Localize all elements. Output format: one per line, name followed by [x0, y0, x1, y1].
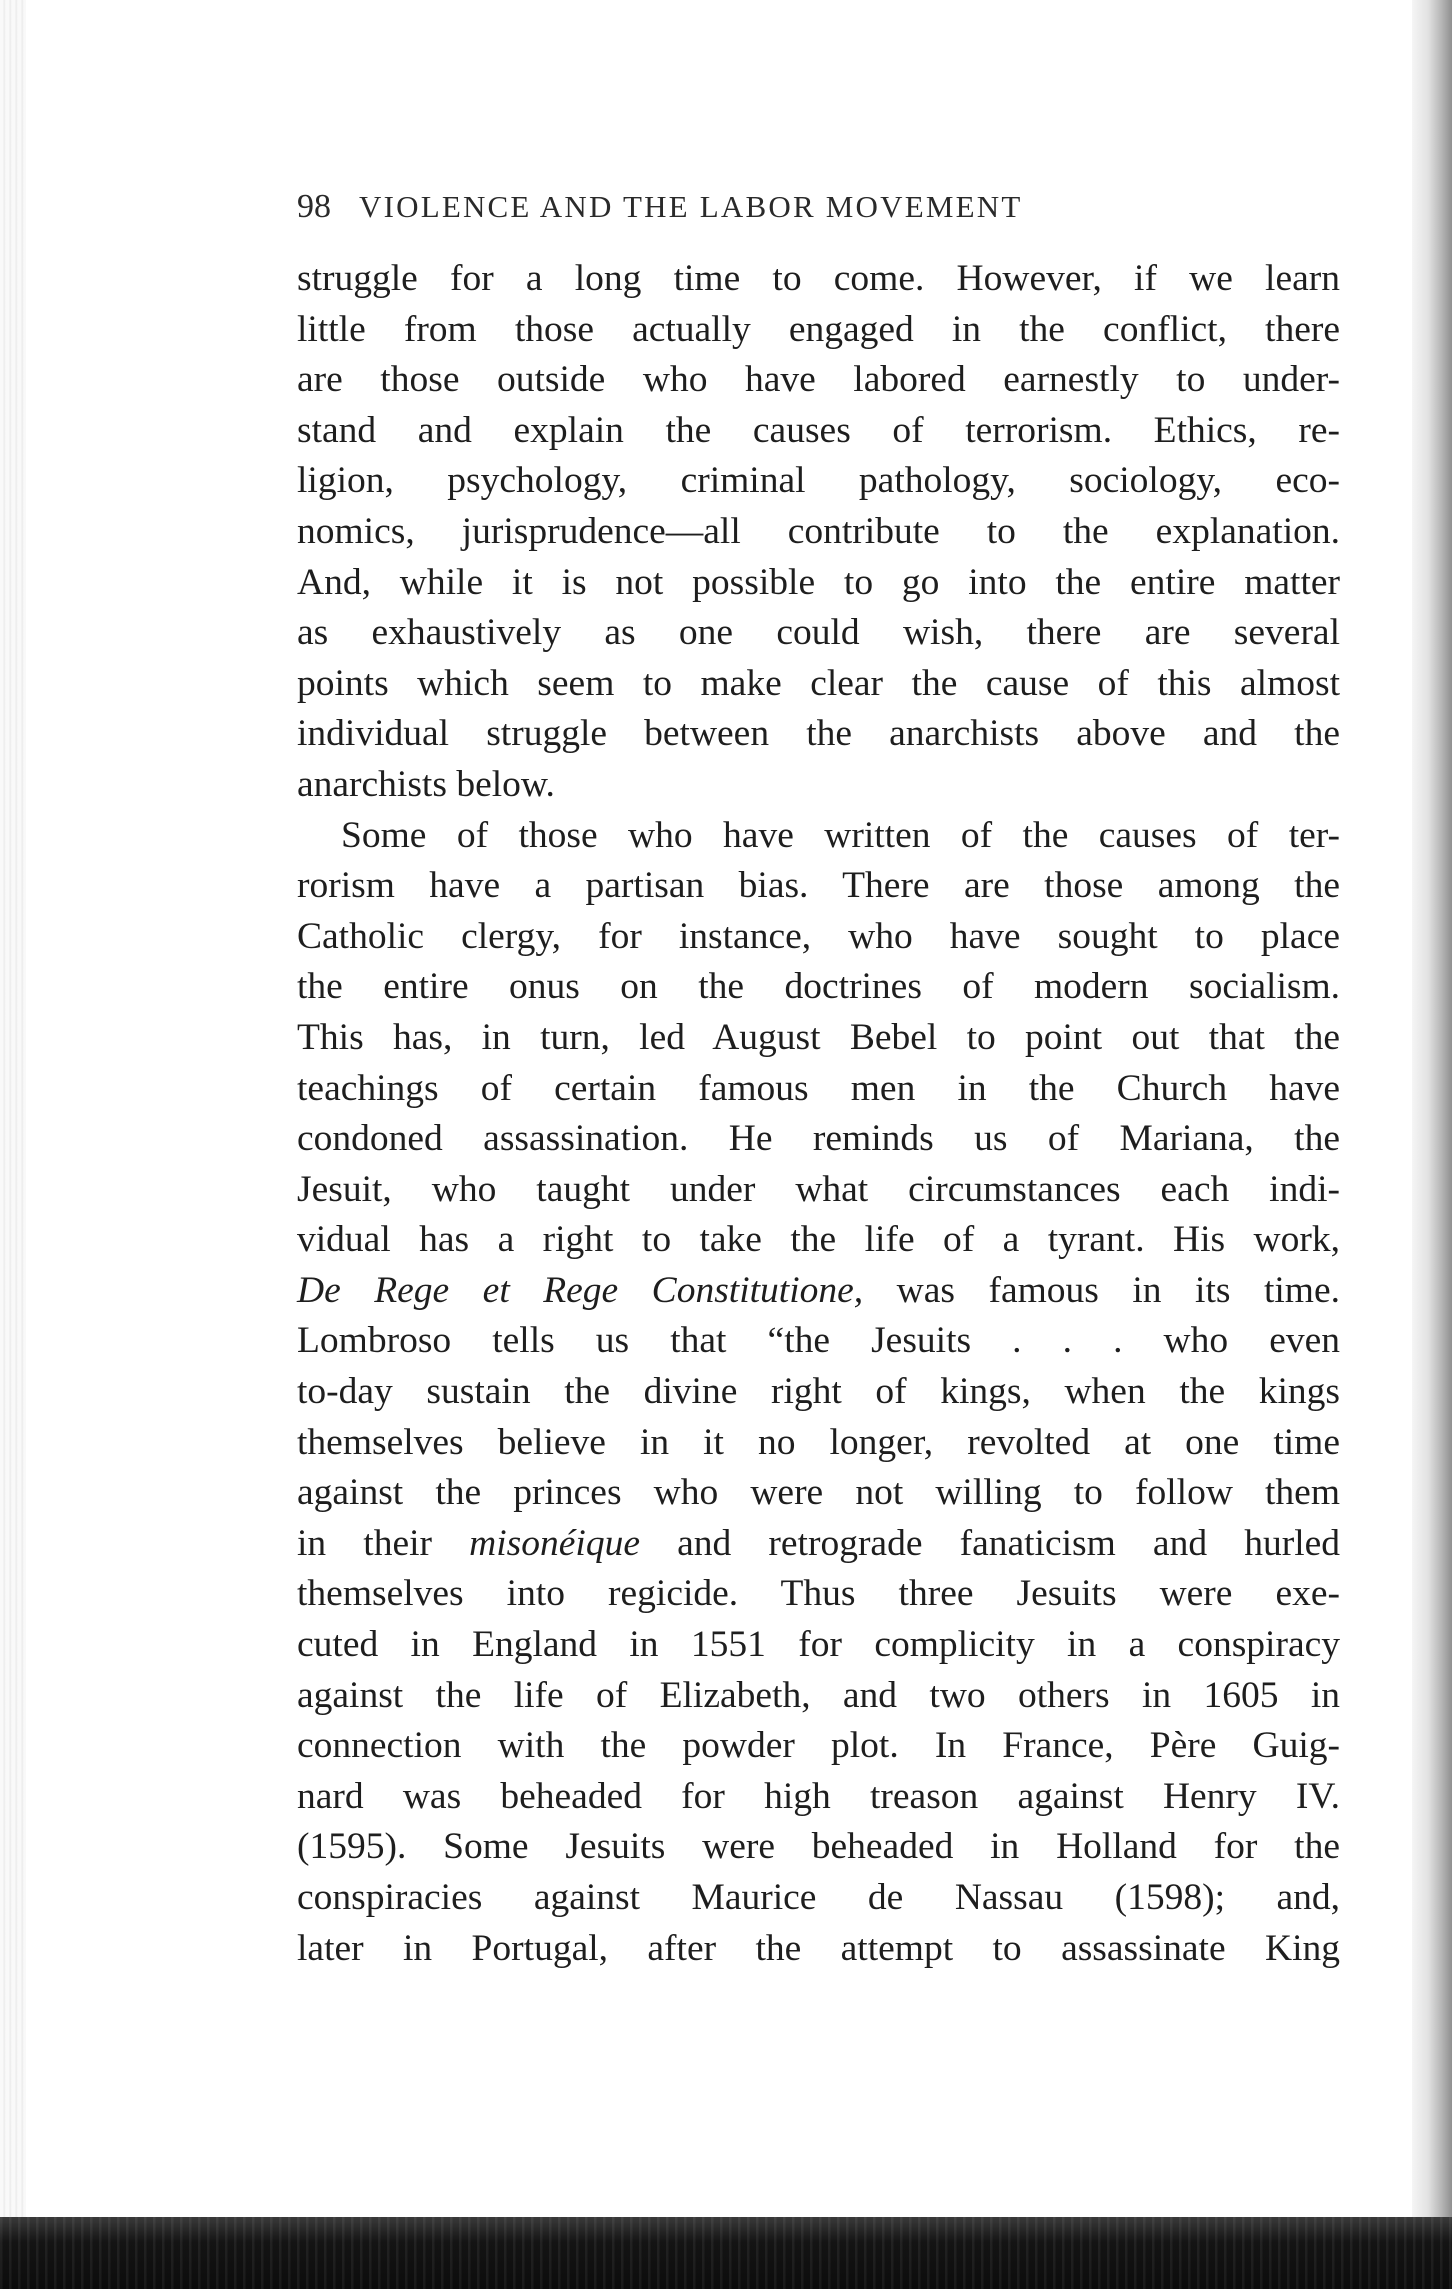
text-line [297, 1519, 1340, 1570]
text-fragment: was famous in its time. [863, 1269, 1340, 1311]
text-line: against the life of Elizabeth, and two others in 1605 in [297, 1674, 1340, 1716]
body-text [297, 254, 1340, 1974]
text-line: And, while it is not possible to go into the entire matter [297, 561, 1340, 603]
text-line: connection with the powder plot. In France, Père Guig- [297, 1725, 1340, 1767]
scan-bottom-edge-texture [0, 2217, 1452, 2289]
text-line: teachings of certain famous men in the Church have [297, 1067, 1340, 1109]
text-line: cuted in England in 1551 for complicity in a conspiracy [297, 1624, 1340, 1666]
text-line: (1595). Some Jesuits were beheaded in Holland for the [297, 1826, 1340, 1868]
text-line: Lombroso tells us that “the Jesuits . . . who even [297, 1320, 1340, 1362]
text-line: rorism have a partisan bias. There are those among the [297, 865, 1340, 907]
text-line: stand and explain the causes of terrorism. Ethics, re- [297, 409, 1340, 451]
text-line: against the princes who were not willing to follow them [297, 1472, 1340, 1514]
text-line: individual struggle between the anarchists above and the [297, 713, 1340, 755]
text-line: Some of those who have written of the causes of ter- [341, 814, 1340, 856]
italic-term: misonéique [469, 1522, 640, 1564]
page-number: 98 [297, 188, 331, 225]
text-line: are those outside who have labored earnestly to under- [297, 359, 1340, 401]
running-head [297, 188, 1237, 226]
scan-right-edge [1412, 0, 1452, 2289]
text-line: vidual has a right to take the life of a tyrant. His work, [297, 1219, 1340, 1261]
book-title: De Rege et Rege Constitutione, [297, 1269, 864, 1311]
text-line: ligion, psychology, criminal pathology, sociology, eco- [297, 460, 1340, 502]
text-line: to-day sustain the divine right of kings, when the kings [297, 1371, 1340, 1413]
scan-left-edge [0, 0, 26, 2289]
text-line: later in Portugal, after the attempt to assassinate King [297, 1927, 1340, 1969]
text-line: Jesuit, who taught under what circumstances each indi- [297, 1168, 1340, 1210]
text-line: themselves believe in it no longer, revolted at one time [297, 1421, 1340, 1463]
text-line: nomics, jurisprudence—all contribute to the explanation. [297, 510, 1340, 552]
running-title: VIOLENCE AND THE LABOR MOVEMENT [359, 189, 1023, 224]
text-fragment: and retrograde fanaticism and hurled [639, 1522, 1341, 1564]
text-line: Catholic clergy, for instance, who have sought to place [297, 915, 1340, 957]
text-line: This has, in turn, led August Bebel to point out that the [297, 1016, 1340, 1058]
text-line: the entire onus on the doctrines of modern socialism. [297, 966, 1340, 1008]
text-line: themselves into regicide. Thus three Jesuits were exe- [297, 1573, 1340, 1615]
text-line: conspiracies against Maurice de Nassau (1598); and, [297, 1877, 1340, 1918]
text-line: struggle for a long time to come. However, if we learn [297, 258, 1340, 299]
text-line: little from those actually engaged in the conflict, there [297, 308, 1340, 350]
text-fragment: in their [297, 1522, 470, 1564]
text-line: points which seem to make clear the cause of this almost [297, 662, 1340, 704]
text-line: nard was beheaded for high treason against Henry IV. [297, 1775, 1340, 1817]
text-line: as exhaustively as one could wish, there are several [297, 612, 1340, 654]
text-line: anarchists below. [297, 763, 555, 805]
text-line [297, 1266, 1340, 1317]
text-line: condoned assassination. He reminds us of Mariana, the [297, 1118, 1340, 1160]
